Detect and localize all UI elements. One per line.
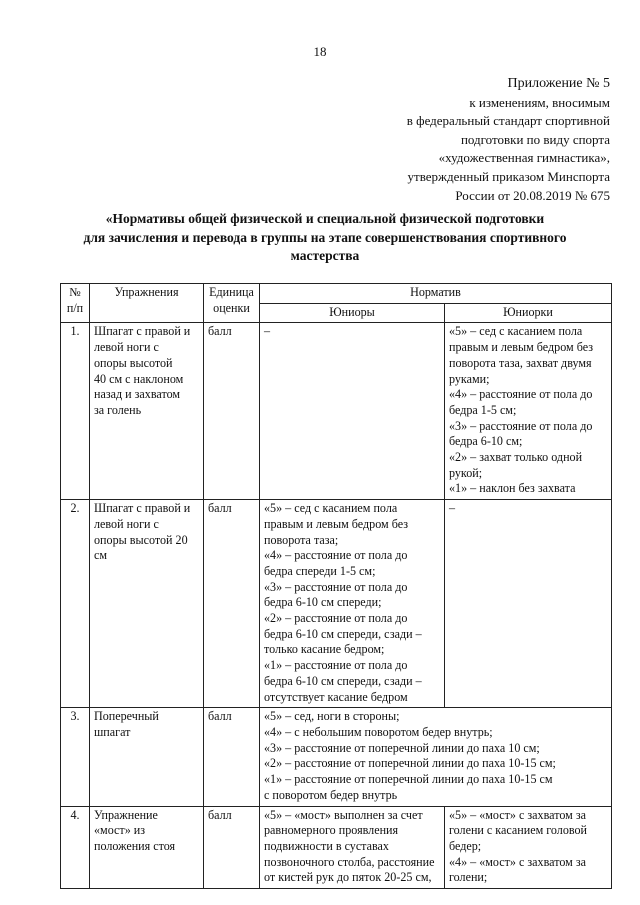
appendix-block: [310, 75, 610, 205]
title-line: «Нормативы общей физической и специальной физической подготовки: [105, 211, 545, 226]
cell-line: «4» – расстояние от пола до: [264, 548, 408, 563]
cell-line: с поворотом бедер внутрь: [264, 787, 398, 802]
cell-line: «4» – расстояние от пола до: [449, 387, 593, 402]
unit-cell: балл: [204, 323, 260, 500]
juniors-f-cell: [445, 806, 612, 889]
cell-line: равномерного проявления: [264, 823, 399, 838]
juniors-m-cell: [260, 500, 445, 708]
cell-line: «2» – захват только одной: [449, 450, 583, 465]
appendix-line: «художественная гимнастика»,: [438, 150, 610, 166]
cell-line: «5» – сед с касанием пола: [264, 501, 398, 516]
cell-line: «5» – сед с касанием пола: [449, 324, 583, 339]
appendix-line: к изменениям, вносимым: [469, 94, 610, 110]
header-exercise: Упражнения: [90, 284, 204, 323]
exercise-cell: [90, 806, 204, 889]
cell-line: от кистей рук до пяток 20-25 см,: [264, 870, 432, 885]
cell-line: «5» – «мост» с захватом за: [449, 807, 586, 822]
cell-line: «3» – расстояние от поперечной линии до паха 10 см;: [264, 740, 540, 755]
cell-line: «4» – «мост» с захватом за: [449, 854, 586, 869]
row-number: 3.: [61, 708, 90, 806]
cell-line: позвоночного столба, расстояние: [264, 854, 435, 869]
unit-cell: балл: [204, 708, 260, 806]
cell-line: поворота таза;: [264, 532, 339, 547]
cell-line: бедра 6-10 см спереди, сзади –: [264, 626, 422, 641]
row-number: 4.: [61, 806, 90, 889]
appendix-line: утвержденный приказом Минспорта: [407, 168, 610, 184]
juniors-f-cell: [445, 323, 612, 500]
norms-table: [60, 283, 612, 889]
juniors-m-cell: [260, 323, 445, 500]
exercise-cell: [90, 500, 204, 708]
cell-line: бедер;: [449, 838, 482, 853]
cell-line: бедра 6-10 см спереди;: [264, 595, 382, 610]
cell-line: правым и левым бедром без: [264, 516, 408, 531]
cell-line: положения стоя: [94, 838, 176, 853]
header-unit: Единица оценки: [204, 284, 260, 323]
cell-line: голени;: [449, 870, 488, 885]
row-number: 1.: [61, 323, 90, 500]
juniors-f-cell: [445, 500, 612, 708]
cell-line: голени с касанием головой: [449, 823, 588, 838]
title-line: мастерства: [290, 248, 360, 263]
cell-line: «4» – с небольшим поворотом бедер внутрь;: [264, 724, 493, 739]
appendix-line: подготовки по виду спорта: [460, 131, 610, 147]
cell-line: –: [264, 324, 271, 339]
unit-cell: балл: [204, 500, 260, 708]
exercise-cell: [90, 708, 204, 806]
cell-line: «5» – «мост» выполнен за счет: [264, 807, 423, 822]
title-line: для зачисления и перевода в группы на этапе совершенствования спортивного: [83, 229, 567, 245]
cell-line: бедра спереди 1-5 см;: [264, 563, 376, 578]
table-row: [61, 806, 612, 889]
header-norm: Норматив: [260, 284, 612, 304]
cell-line: подвижности в суставах: [264, 838, 389, 853]
cell-line: бедра 6-10 см;: [449, 434, 523, 449]
appendix-line: России от 20.08.2019 № 675: [455, 187, 610, 203]
cell-line: «1» – расстояние от пола до: [264, 658, 408, 673]
cell-line: левой ноги с: [94, 516, 159, 531]
cell-line: руками;: [449, 371, 490, 386]
cell-line: «3» – расстояние от пола до: [264, 579, 408, 594]
table-row: [61, 500, 612, 708]
unit-cell: балл: [204, 806, 260, 889]
cell-line: назад и захватом: [94, 387, 181, 402]
cell-line: Поперечный: [94, 709, 159, 724]
appendix-line: в федеральный стандарт спортивной: [406, 113, 610, 129]
cell-line: рукой;: [449, 465, 483, 480]
cell-line: отсутствует касание бедром: [264, 689, 408, 704]
table-row: [61, 708, 612, 806]
cell-line: опоры высотой 20: [94, 532, 188, 547]
cell-line: только касание бедром;: [264, 642, 385, 657]
cell-line: 40 см с наклоном: [94, 371, 184, 386]
page-number: 18: [313, 44, 327, 59]
cell-line: шпагат: [94, 724, 131, 739]
cell-line: поворота таза, захват двумя: [449, 355, 592, 370]
cell-line: за голень: [94, 402, 142, 417]
header-juniors-f: Юниорки: [445, 303, 612, 323]
appendix-line: Приложение № 5: [507, 76, 610, 91]
row-number: 2.: [61, 500, 90, 708]
cell-line: Шпагат с правой и: [94, 501, 191, 516]
cell-line: см: [94, 548, 108, 563]
norm-merged-cell: [260, 708, 612, 806]
header-juniors-m: Юниоры: [260, 303, 445, 323]
cell-line: –: [449, 501, 456, 516]
cell-line: «мост» из: [94, 823, 146, 838]
header-num: № п/п: [61, 284, 90, 323]
cell-line: «2» – расстояние от поперечной линии до паха 10-15 см;: [264, 756, 556, 771]
cell-line: левой ноги с: [94, 340, 159, 355]
cell-line: «3» – расстояние от пола до: [449, 418, 593, 433]
cell-line: «5» – сед, ноги в стороны;: [264, 709, 400, 724]
cell-line: правым и левым бедром без: [449, 340, 593, 355]
document-title: [60, 210, 590, 266]
juniors-m-cell: [260, 806, 445, 889]
cell-line: опоры высотой: [94, 355, 173, 370]
cell-line: «1» – наклон без захвата: [449, 481, 576, 496]
table-row: [61, 323, 612, 500]
cell-line: Упражнение: [94, 807, 158, 822]
cell-line: бедра 6-10 см спереди, сзади –: [264, 673, 422, 688]
cell-line: «2» – расстояние от пола до: [264, 611, 408, 626]
exercise-cell: [90, 323, 204, 500]
cell-line: Шпагат с правой и: [94, 324, 191, 339]
cell-line: «1» – расстояние от поперечной линии до паха 10-15 см: [264, 772, 553, 787]
cell-line: бедра 1-5 см;: [449, 402, 517, 417]
table-header-row: [61, 284, 612, 304]
